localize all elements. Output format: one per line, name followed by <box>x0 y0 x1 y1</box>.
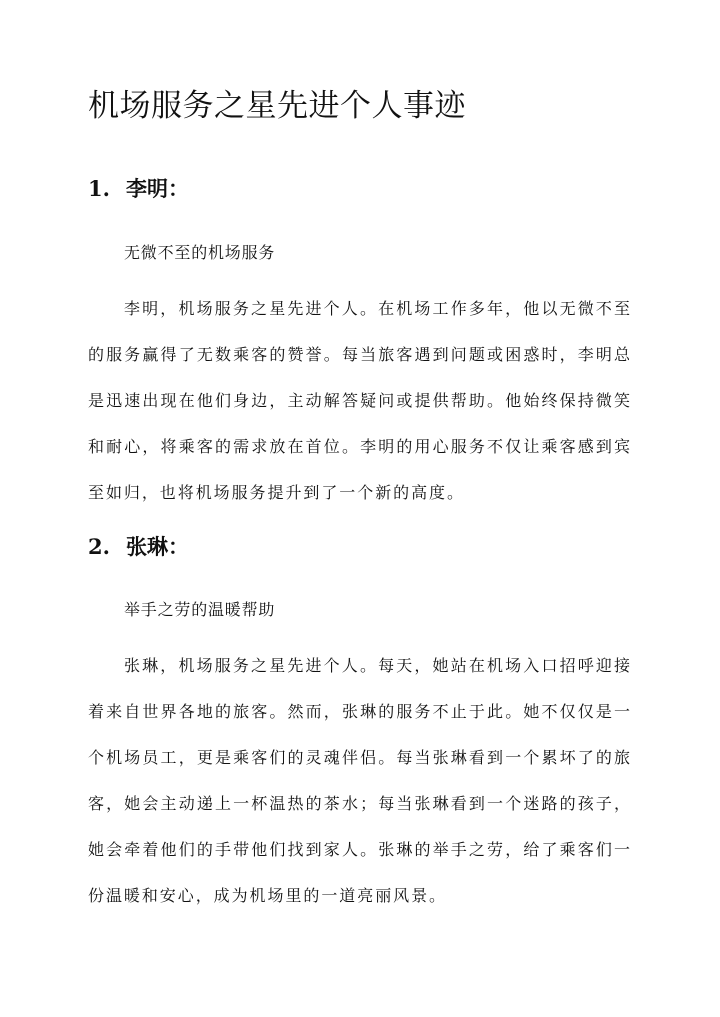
section-heading-2 <box>88 532 189 562</box>
section-paragraph-1: 李明，机场服务之星先进个人。在机场工作多年，他以无微不至的服务赢得了无数乘客的赞誉。每当旅客遇到问题或困惑时，李明总是迅速出现在他们身边，主动解答疑问或提供帮助。他始终保持微笑和耐心，将乘客的需求放在首位。李明的用心服务不仅让乘客感到宾至如归，也将机场服务提升到了一个新的高度。 <box>88 299 632 502</box>
section-paragraph-2: 张琳，机场服务之星先进个人。每天，她站在机场入口招呼迎接着来自世界各地的旅客。然而，张琳的服务不止于此。她不仅仅是一个机场员工，更是乘客们的灵魂伴侣。每当张琳看到一个累坏了的旅客，她会主动递上一杯温热的茶水；每当张琳看到一个迷路的孩子，她会牵着他们的手带他们找到家人。张琳的举手之劳，给了乘客们一份温暖和安心，成为机场里的一道亮丽风景。 <box>88 656 632 905</box>
section-name: 李明： <box>126 176 189 201</box>
section-heading-1 <box>88 174 189 204</box>
section-number: 1. <box>88 176 110 201</box>
section-subtitle-2: 举手之劳的温暖帮助 <box>124 600 276 619</box>
section-number: 2. <box>88 534 110 559</box>
section-name: 张琳： <box>126 534 189 559</box>
page-title: 机场服务之星先进个人事迹 <box>88 88 466 124</box>
section-subtitle-1: 无微不至的机场服务 <box>124 243 276 262</box>
